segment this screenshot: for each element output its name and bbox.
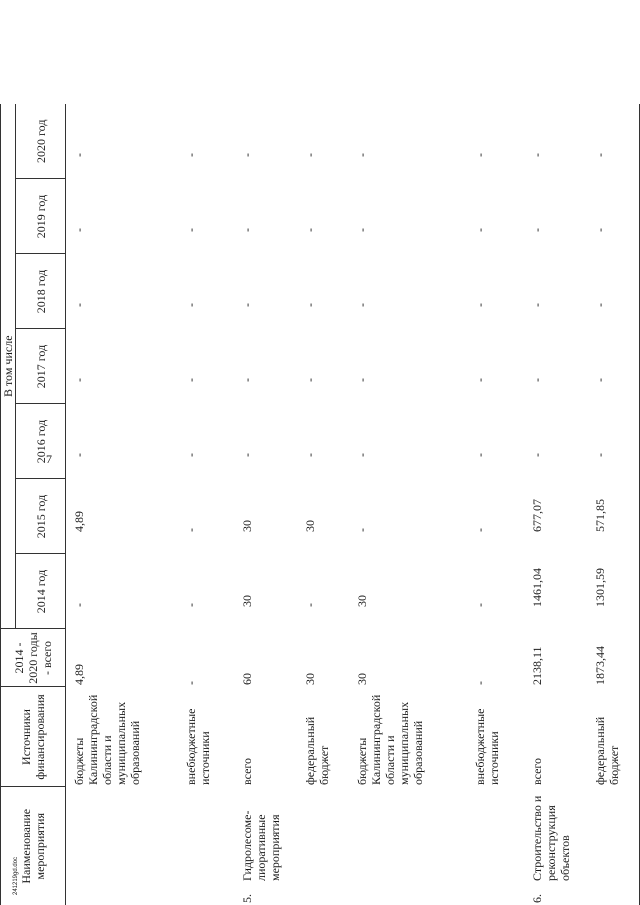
row-year-value: - [184,528,199,532]
table-row [349,48,467,905]
row-year-value: - [355,378,370,382]
row-year-value: - [184,603,199,607]
row-year-value: - [239,153,254,157]
header-year: 2019 год [16,179,66,254]
row-total: 4,89 [72,664,86,685]
financing-table [0,48,640,905]
header-in-that-number: В том числе [1,104,16,629]
row-year-value: 30 [302,520,317,532]
row-year-value: - [184,303,199,307]
header-year: 2017 год [16,329,66,404]
row-year-value: - [529,303,544,307]
row-year-value: - [587,329,640,404]
row-year-value: - [239,303,254,307]
table-row [467,48,523,905]
row-year-value: - [302,453,317,457]
table-body [66,48,640,905]
row-year-value: - [473,528,488,532]
row-total: - [473,681,488,685]
row-source: федеральный бюджет [587,687,640,787]
table-header [1,48,66,905]
header-year: 2014 год [16,554,66,629]
row-year-value: - [355,303,370,307]
row-source: внебюджетные источники [473,708,502,785]
row-source: бюджеты Калининградской области и муниципальных образований [355,694,426,785]
row-year-value: - [529,153,544,157]
header-name: Наименование мероприятия [1,787,66,905]
row-year-value: - [473,378,488,382]
row-source: всего [529,757,544,785]
row-year-value: 4,89 [72,511,86,532]
row-year-value: - [302,228,317,232]
header-year: 2015 год [16,479,66,554]
row-source: бюджеты Калининградской области и муниципальных образований [72,694,142,785]
row-year-value: - [587,179,640,254]
row-year-value: - [587,254,640,329]
row-name-cell [234,787,297,905]
row-year-value: - [72,603,86,607]
row-year-value: - [72,378,86,382]
row-total: 1873,44 [587,629,640,687]
table-row [524,48,587,905]
rotated-table-wrapper [0,48,640,905]
row-year-value: 677,07 [529,499,544,532]
header-sources: Источники финансирования [1,687,66,787]
row-total: - [184,681,199,685]
row-name: Строительство и реконструкция объектов [529,795,572,881]
row-name-cell [524,787,587,905]
row-year-value: - [473,303,488,307]
table-row [297,48,350,905]
row-year-value: - [72,153,86,157]
footer-filename: 241219gd.doc [13,856,19,895]
row-year-value: - [184,228,199,232]
row-year-value: - [302,303,317,307]
table-row [234,48,297,905]
row-source: всего [239,757,254,785]
row-year-value: - [239,453,254,457]
table-row [587,48,640,905]
row-year-value: - [587,104,640,179]
row-year-value: - [473,603,488,607]
row-year-value: - [355,153,370,157]
row-year-value: 571,85 [587,479,640,554]
row-year-value: 1461,04 [529,568,544,607]
row-name-cell [66,787,179,905]
row-year-value: - [529,453,544,457]
page-number: 7 [46,452,52,466]
table-empty-margin [1,48,66,104]
row-year-value: - [473,453,488,457]
row-total: 60 [239,673,254,685]
row-name-cell [467,787,523,905]
row-total: 2138,11 [529,646,544,685]
table-row [178,48,233,905]
row-year-value: - [529,378,544,382]
row-year-value: - [239,228,254,232]
row-year-value: - [473,228,488,232]
row-year-value: - [239,378,254,382]
row-total: 30 [302,673,317,685]
row-year-value: 1301,59 [587,554,640,629]
table-row [66,48,179,905]
row-name-cell [587,787,640,905]
row-year-value: - [302,603,317,607]
row-total: 30 [355,673,370,685]
row-year-value: - [302,153,317,157]
row-year-value: 30 [355,595,370,607]
row-name-cell [297,787,350,905]
row-year-value: - [355,528,370,532]
row-year-value: - [473,153,488,157]
row-number: 6. [529,894,544,903]
row-year-value: - [184,378,199,382]
row-year-value: - [587,404,640,479]
row-year-value: - [72,453,86,457]
row-source: федеральный бюджет [302,716,331,785]
row-year-value: - [355,453,370,457]
row-year-value: - [529,228,544,232]
row-source: внебюджетные источники [184,708,213,785]
row-year-value: - [72,228,86,232]
row-year-value: - [72,303,86,307]
header-total: 2014 - 2020 годы - всего [1,629,66,687]
row-year-value: 30 [239,520,254,532]
row-number: 5. [239,894,254,903]
row-year-value: - [184,453,199,457]
row-year-value: - [355,228,370,232]
header-year: 2020 год [16,104,66,179]
row-year-value: 30 [239,595,254,607]
row-year-value: - [184,153,199,157]
row-name-cell [349,787,467,905]
header-year: 2018 год [16,254,66,329]
row-name: Гидролесоме-лиоративные мероприятия [239,810,282,881]
row-year-value: - [302,378,317,382]
header-year: 2016 год [16,404,66,479]
row-name-cell [178,787,233,905]
